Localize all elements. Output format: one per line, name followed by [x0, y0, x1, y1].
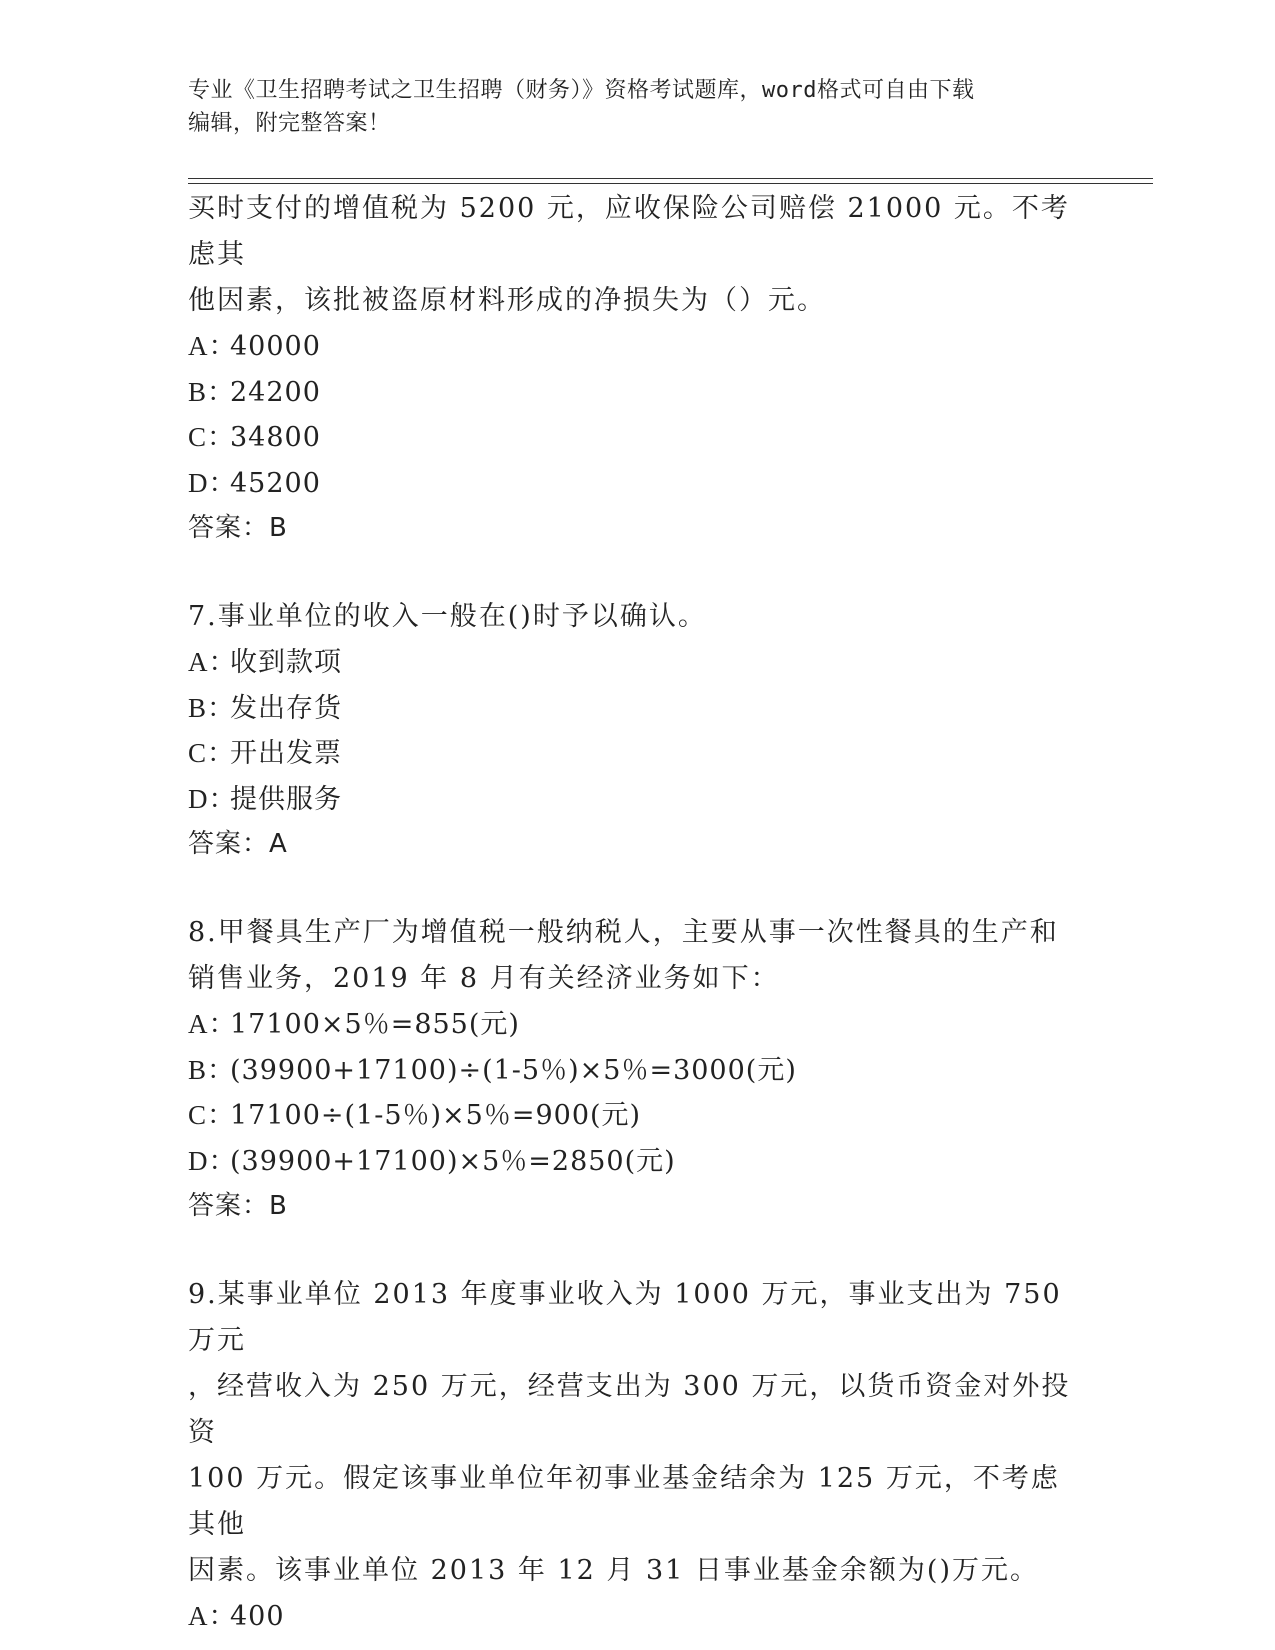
question-6-stem-line-2: 他因素，该批被盗原材料形成的净损失为（）元。: [188, 285, 826, 316]
question-7-option-a: [188, 640, 1088, 686]
question-7-option-c: [188, 731, 1088, 777]
document-header: [188, 74, 1108, 140]
spacer: [188, 1228, 1088, 1272]
option-letter: B：: [188, 1054, 236, 1085]
option-letter: C：: [188, 738, 236, 768]
option-text: 400: [230, 1601, 285, 1632]
option-text: 收到款项: [230, 647, 342, 678]
option-letter: A：: [188, 1601, 237, 1631]
question-7-answer: 答案：A: [188, 829, 288, 859]
option-letter: C：: [188, 422, 236, 452]
question-9-option-a: [188, 1594, 1088, 1640]
question-9-stem-line-3: 100 万元。假定该事业单位年初事业基金结余为 125 万元，不考虑其他: [188, 1463, 1060, 1540]
option-text: 34800: [230, 422, 321, 453]
question-8-option-d: [188, 1139, 1088, 1185]
question-6-option-b: [188, 370, 1088, 416]
question-8-option-a: [188, 1002, 1088, 1048]
option-text: 提供服务: [230, 783, 342, 815]
header-double-rule: [188, 178, 1153, 184]
option-letter: A：: [188, 331, 237, 361]
question-7: [188, 594, 1088, 866]
question-7-stem-line-1: 7.事业单位的收入一般在()时予以确认。: [188, 601, 707, 632]
option-text: 24200: [230, 376, 321, 408]
option-text: 开出发票: [230, 738, 342, 769]
option-text: 40000: [230, 331, 321, 362]
option-text: 17100÷(1-5％)×5％=900(元): [230, 1100, 642, 1131]
option-text: 发出存货: [230, 692, 342, 724]
question-8-stem-line-1: 8.甲餐具生产厂为增值税一般纳税人，主要从事一次性餐具的生产和: [188, 917, 1059, 948]
question-9-stem-line-4: 因素。该事业单位 2013 年 12 月 31 日事业基金余额为()万元。: [188, 1555, 1039, 1586]
option-text: (39900+17100)×5％=2850(元): [230, 1145, 676, 1177]
option-letter: D：: [188, 467, 237, 498]
question-content: [188, 186, 1088, 1640]
question-6-option-a: [188, 324, 1088, 370]
question-6-stem-line-1: 买时支付的增值税为 5200 元，应收保险公司赔偿 21000 元。不考虑其: [188, 193, 1070, 270]
option-letter: D：: [188, 1145, 237, 1176]
question-9-stem-line-2: ，经营收入为 250 万元，经营支出为 300 万元，以货币资金对外投资: [188, 1371, 1071, 1448]
question-7-option-d: [188, 777, 1088, 823]
option-letter: C：: [188, 1100, 236, 1130]
header-line-2: 编辑，附完整答案！: [188, 111, 391, 136]
question-7-option-b: [188, 686, 1088, 732]
option-letter: B：: [188, 376, 236, 407]
option-letter: D：: [188, 783, 237, 814]
option-text: 45200: [230, 467, 321, 499]
question-8-stem-line-2: 销售业务，2019 年 8 月有关经济业务如下：: [188, 963, 780, 994]
option-letter: B：: [188, 692, 236, 723]
question-8-option-b: [188, 1048, 1088, 1094]
question-9-stem-line-1: 9.某事业单位 2013 年度事业收入为 1000 万元，事业支出为 750 万元: [188, 1279, 1062, 1356]
option-letter: A：: [188, 647, 237, 677]
question-8-option-c: [188, 1093, 1088, 1139]
spacer: [188, 550, 1088, 594]
option-text: 17100×5％=855(元): [230, 1009, 520, 1040]
question-8-answer: 答案：B: [188, 1191, 288, 1221]
question-9: [188, 1272, 1088, 1640]
option-text: (39900+17100)÷(1-5％)×5％=3000(元): [230, 1054, 797, 1086]
option-letter: A：: [188, 1009, 237, 1039]
question-6-option-d: [188, 461, 1088, 507]
question-6-option-c: [188, 415, 1088, 461]
spacer: [188, 866, 1088, 910]
header-line-1: 专业《卫生招聘考试之卫生招聘（财务）》资格考试题库，word格式可自由下载: [188, 78, 975, 103]
question-8: [188, 910, 1088, 1228]
question-6: [188, 186, 1088, 550]
question-6-answer: 答案：B: [188, 513, 288, 543]
